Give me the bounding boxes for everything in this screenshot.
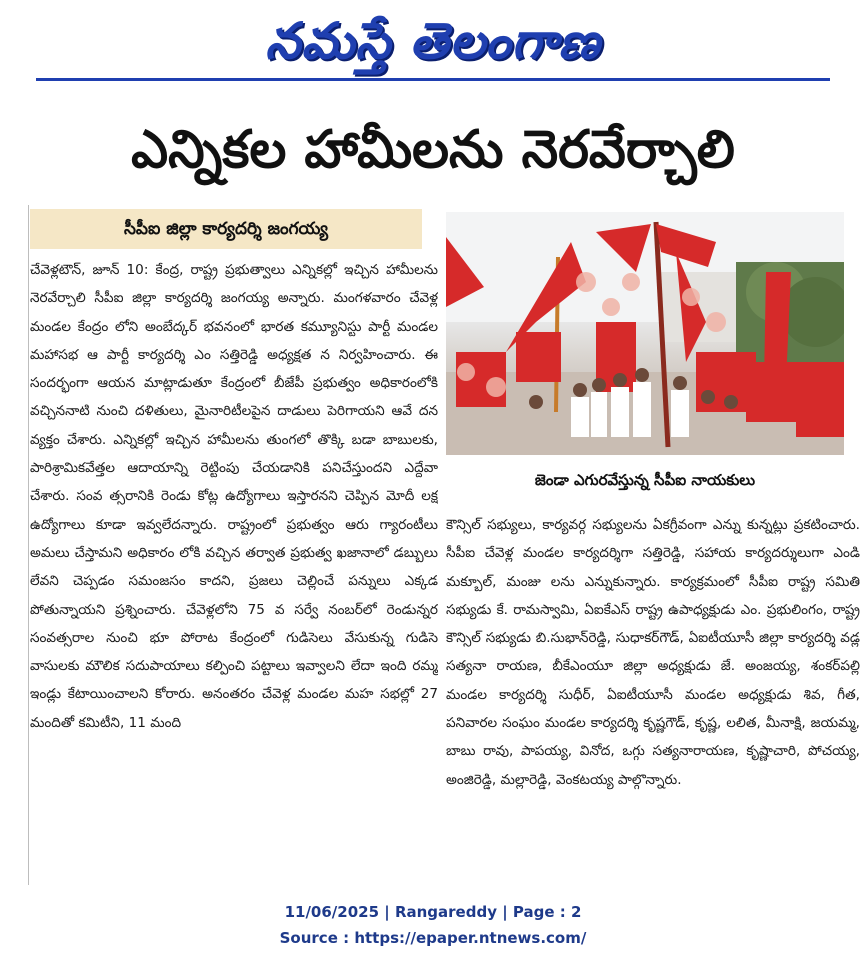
article-body-right: కౌన్సిల్ సభ్యులు, కార్యవర్గ సభ్యులను ఏకగ్రీవంగా ఎన్ను కున్నట్లు ప్రకటించారు. సీపీఐ చేవెళ్ల మండల కార్యదర్శిగా సత్తిరెడ్డి, సహాయ కార్యదర్శులుగా ఎండి మక్బూల్, మంజు లను ఎన్నుకున్నారు. కార్యక్రమంలో సీపీఐ రాష్ట్ర సమితి సభ్యుడు కే. రామస్వామి, ఏఐకేఎస్ రాష్ట్ర ఉపాధ్యక్షుడు ఎం. ప్రభులింగం, రాష్ట్ర కౌన్సిల్ సభ్యుడు బి.సుభాన్‌రెడ్డి, సుధాకర్‌గౌడ్, ఏఐటీయూసీ జిల్లా కార్యదర్శి వడ్ల సత్యనా రాయణ, బీకేఎంయూ జిల్లా అధ్యక్షుడు జే. అంజయ్య, శంకర్‌పల్లి మండల కార్యదర్శి సుధీర్, ఏఐటీయూసీ మండల అధ్యక్షుడు శివ, గీత, పనివారల సంఘం మండల కార్యదర్శి కృష్ణగౌడ్, కృష్ణ, లలిత, మీనాక్షి, జయమ్మ, బాబు రావు, పాపయ్య, వినోద, ఒగ్గు సత్యనారాయణ, కృష్ణాచారి, పోచయ్య, అంజిరెడ్డి, మల్లారెడ్డి, వెంకటయ్య పాల్గొన్నారు. xyxy=(446,511,860,866)
footer-line-1: 11/06/2025 | Rangareddy | Page : 2 xyxy=(284,903,582,921)
headline-text: ఎన్నికల హామీలను నెరవేర్చాలి xyxy=(131,120,735,180)
masthead xyxy=(0,6,866,76)
footer-date-edition xyxy=(0,902,866,921)
kicker-text: సీపీఐ జిల్లా కార్యదర్శి జంగయ్య xyxy=(123,219,328,239)
article-photo xyxy=(446,212,844,455)
footer-line-2: Source : https://epaper.ntnews.com/ xyxy=(279,929,587,947)
masthead-title: నమస్తే తెలంగాణ xyxy=(265,11,601,70)
photo-caption-text: జెండా ఎగురవేస్తున్న సీపీఐ నాయకులు xyxy=(534,471,756,489)
rally-photo-illustration xyxy=(446,212,844,455)
article-kicker xyxy=(30,209,422,249)
footer-source xyxy=(0,928,866,947)
article-body-left: చేవెళ్లటౌన్, జూన్ 10: కేంద్ర, రాష్ట్ర ప్రభుత్వాలు ఎన్నికల్లో ఇచ్చిన హామీలను నెరవేర్చాలి సీపీఐ జిల్లా కార్యదర్శి జంగయ్య అన్నారు. మంగళవారం చేవెళ్ల మండల కేంద్రం లోని అంబేద్కర్ భవనంలో భారత కమ్యూనిస్టు పార్టీ మండల మహాసభ ఆ పార్టీ కార్యదర్శి ఎం సత్తిరెడ్డి అధ్యక్షత న నిర్వహించారు. ఈ సందర్భంగా ఆయన మాట్లాడుతూ కేంద్రంలో బీజేపీ ప్రభుత్వం అధికారంలోకి వచ్చిననాటి నుంచి దళితులు, మైనారిటీలపైన దాడులు పెరిగాయని ఆవే దన వ్యక్తం చేశారు. ఎన్నికల్లో ఇచ్చిన హామీలను తుంగలో తొక్కి బడా బాబులకు, పారిశ్రామికవేత్తల ఆదాయాన్ని రెట్టింపు చేయడానికి పనిచేస్తుందని ఎద్దేవా చేశారు. సంవ త్సరానికి రెండు కోట్ల ఉద్యోగాలు ఇస్తారనని చెప్పిన మోదీ లక్ష ఉద్యోగాలు కూడా ఇవ్వలేదన్నారు. రాష్ట్రంలో ప్రభుత్వం ఆరు గ్యారంటీలు అమలు చేస్తామని అధికారం లోకి వచ్చిన తర్వాత ప్రభుత్వ ఖజానాలో డబ్బులు లేవని చెప్పడం సమంజసం కాదని, ప్రజలు చెల్లించే పన్నులు ఎక్కడ పోతున్నాయని ప్రశ్నించారు. చేవెళ్లలోని 75 వ సర్వే నంబర్‌లో రెండున్నర సంవత్సరాల నుంచి భూ పోరాట కేంద్రంలో గుడిసెలు వేసుకున్న గుడిసె వాసులకు మౌలిక సదుపాయాలు కల్పించి పట్టాలు ఇవ్వాలని లేదా ఇంది రమ్మ ఇండ్లు కేటాయించాలని కోరారు. అనంతరం చేవెళ్ల మండల మహ సభల్లో 27 మందితో కమిటీని, 11 మంది xyxy=(30,262,438,731)
article-headline xyxy=(0,100,866,200)
masthead-divider xyxy=(36,78,830,81)
photo-caption xyxy=(446,462,844,498)
